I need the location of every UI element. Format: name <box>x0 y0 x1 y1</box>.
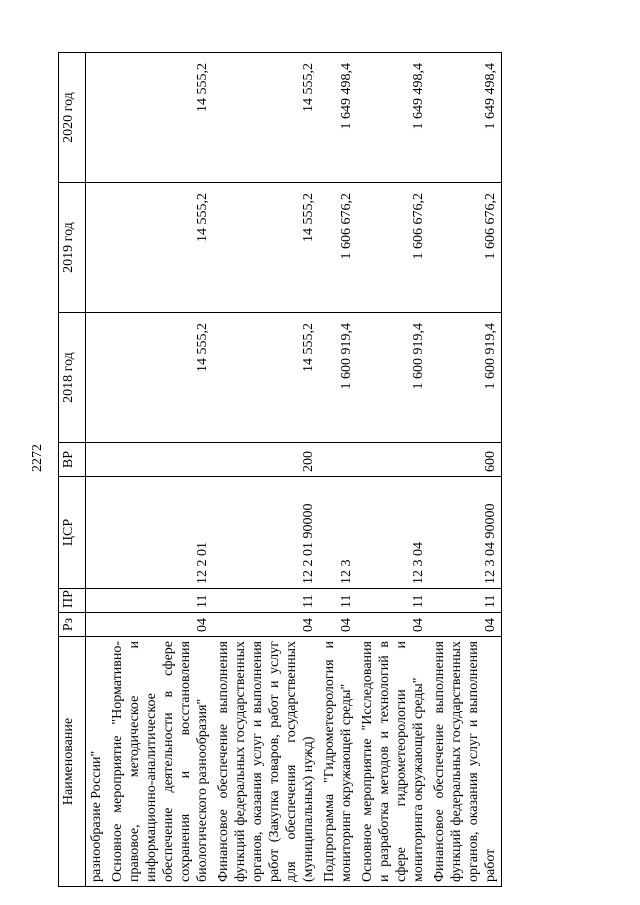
row-rz: 04 <box>357 613 429 637</box>
row-vr <box>319 443 357 477</box>
row-2018: 1 600 919,4 <box>357 313 429 443</box>
row-rz: 04 <box>107 613 213 637</box>
page-number: 2272 <box>30 444 45 472</box>
header-vr: ВР <box>59 443 86 477</box>
table-row <box>86 53 108 887</box>
row-2018: 1 600 919,4 <box>429 313 502 443</box>
row-pr: 11 <box>107 589 213 613</box>
row-rz: 04 <box>213 613 319 637</box>
row-2020: 14 555,2 <box>213 53 319 183</box>
row-vr: 600 <box>429 443 502 477</box>
header-rz: Рз <box>59 613 86 637</box>
row-2020: 14 555,2 <box>107 53 213 183</box>
row-2019: 14 555,2 <box>107 183 213 313</box>
row-2018: 1 600 919,4 <box>319 313 357 443</box>
rotated-table-container <box>58 53 618 887</box>
budget-table <box>58 52 502 887</box>
row-2020: 1 649 498,4 <box>319 53 357 183</box>
row-csr: 12 3 04 <box>357 477 429 589</box>
table-row <box>213 53 319 887</box>
row-name: Основное мероприятие "Нормативно-правовое, методическое и информационно-аналитическое обеспечение деятельности в сфере сохранения и восстановления биологического разнообразия" <box>107 637 213 887</box>
row-vr <box>86 443 108 477</box>
row-name: Финансовое обеспечение выполнения функций федеральных государственных органов, оказания услуг и выполнения работ <box>429 637 502 887</box>
row-pr: 11 <box>429 589 502 613</box>
row-csr: 12 2 01 <box>107 477 213 589</box>
row-csr: 12 3 <box>319 477 357 589</box>
row-csr: 12 3 04 90000 <box>429 477 502 589</box>
header-csr: ЦСР <box>59 477 86 589</box>
row-name: Финансовое обеспечение выполнения функций федеральных государственных органов, оказания услуг и выполнения работ (Закупка товаров, работ и услуг для обеспечения государственных (муниципальных) нужд) <box>213 637 319 887</box>
row-rz: 04 <box>429 613 502 637</box>
row-csr: 12 2 01 90000 <box>213 477 319 589</box>
row-2019: 1 606 676,2 <box>319 183 357 313</box>
row-2020: 1 649 498,4 <box>357 53 429 183</box>
row-pr: 11 <box>319 589 357 613</box>
row-pr: 11 <box>213 589 319 613</box>
table-row <box>357 53 429 887</box>
row-vr <box>107 443 213 477</box>
row-name: Подпрограмма "Гидрометеорология и мониторинг окружающей среды" <box>319 637 357 887</box>
row-2018: 14 555,2 <box>107 313 213 443</box>
row-vr <box>357 443 429 477</box>
row-pr: 11 <box>357 589 429 613</box>
header-2020: 2020 год <box>59 53 86 183</box>
row-name: Основное мероприятие "Исследования и разработка методов и технологий в сфере гидрометеорологии и мониторинга окружающей среды" <box>357 637 429 887</box>
header-name: Наименование <box>59 637 86 887</box>
table-row <box>107 53 213 887</box>
table-header-row <box>59 53 86 887</box>
row-2018 <box>86 313 108 443</box>
row-csr <box>86 477 108 589</box>
row-name: разнообразие России" <box>86 637 108 887</box>
table-row <box>319 53 357 887</box>
row-2019: 1 606 676,2 <box>357 183 429 313</box>
table-row <box>429 53 502 887</box>
row-vr: 200 <box>213 443 319 477</box>
header-2018: 2018 год <box>59 313 86 443</box>
row-2018: 14 555,2 <box>213 313 319 443</box>
row-2020 <box>86 53 108 183</box>
row-2019: 1 606 676,2 <box>429 183 502 313</box>
header-2019: 2019 год <box>59 183 86 313</box>
row-pr <box>86 589 108 613</box>
row-2019: 14 555,2 <box>213 183 319 313</box>
row-rz <box>86 613 108 637</box>
header-pr: ПР <box>59 589 86 613</box>
row-2020: 1 649 498,4 <box>429 53 502 183</box>
row-2019 <box>86 183 108 313</box>
row-rz: 04 <box>319 613 357 637</box>
